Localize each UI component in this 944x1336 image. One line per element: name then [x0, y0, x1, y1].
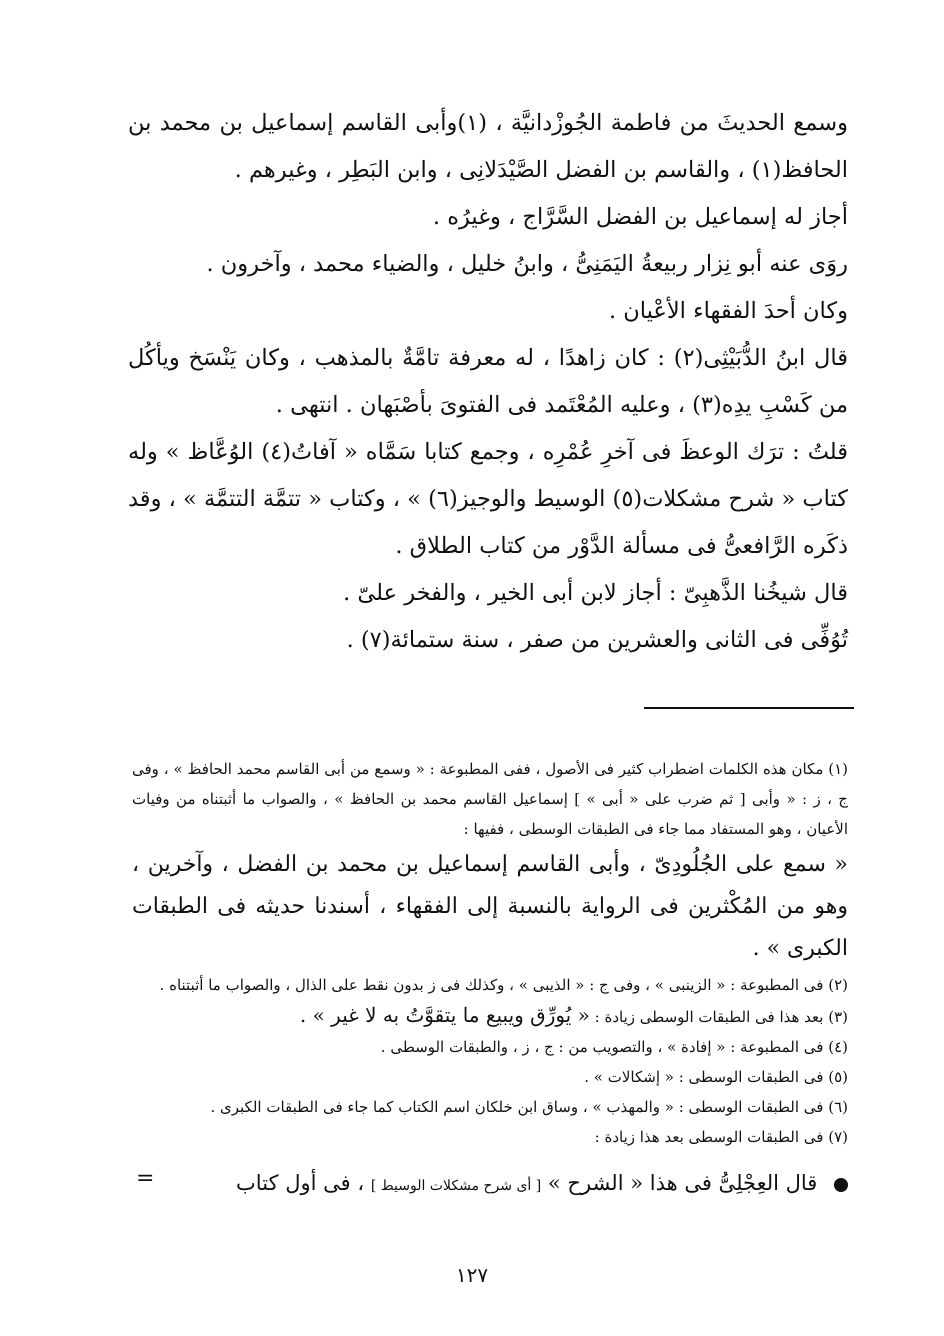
main-text [128, 100, 848, 664]
footnote-3-label: (٣) بعد هذا فى الطبقات الوسطى زيادة : [594, 1008, 848, 1026]
paragraph-2: أجاز له إسماعيل بن الفضل السَّرَّاج ، وغيرُه . [432, 204, 848, 230]
continuation-mark: = [136, 1166, 155, 1191]
page-number: ١٢٧ [455, 1263, 489, 1287]
footnote-2: (٢) فى المطبوعة : « الزينبى » ، وفى ج : « الذيبى » ، وكذلك فى ز بدون نقط على الذال ، والصواب ما أثبتناه . [159, 976, 848, 994]
footnote-7-continuation [132, 1165, 848, 1204]
footnote-1: (١) مكان هذه الكلمات اضطراب كثير فى الأصول ، ففى المطبوعة : « وسمع من أبى القاسم محمد الحافظ » ، وفى ج ، ز : « وأبى [ ثم ضرب على « أبى » ] إسماعيل القاسم محمد بن الحافظ » ، والصواب ما أثبتناه من وفيات الأعيان ، وهو المستفاد مما جاء فى الطبقات الوسطى ، ففيها : [132, 760, 848, 838]
footnote-1-quote: « سمع على الجُلُودِىّ ، وأبى القاسم إسماعيل بن محمد بن الفضل ، وآخرين ، وهو من المُكْثرين فى الرواية بالنسبة إلى الفقهاء ، أسندنا حديثه فى الطبقات الكبرى » . [132, 852, 848, 961]
footnote-separator [644, 707, 854, 709]
footnote-3 [132, 1000, 848, 1032]
footnote-7: (٧) فى الطبقات الوسطى بعد هذا زيادة : [594, 1128, 848, 1146]
paragraph-4: وكان أحدَ الفقهاء الأعْيان . [608, 298, 848, 324]
continuation-text-a: قال العِجْلِىُّ فى هذا « الشرح » [547, 1171, 818, 1195]
bullet-icon [834, 1178, 848, 1192]
footnote-5: (٥) فى الطبقات الوسطى : « إشكالات » . [584, 1068, 848, 1086]
footnote-4: (٤) فى المطبوعة : « إفادة » ، والتصويب من : ج ، ز ، والطبقات الوسطى . [380, 1038, 848, 1056]
paragraph-5: قال ابنُ الدُّبَيْثِى(٢) : كان زاهدًا ، له معرفة تامَّةٌ بالمذهب ، وكان يَنْسَخ ويأكُل من كَسْبِ يدِه(٣) ، وعليه المُعْتَمد فى الفتوىَ بأصْبَهان . انتهى . [128, 345, 848, 418]
continuation-text-b: [ أى شرح مشكلات الوسيط ] [370, 1178, 542, 1194]
footnotes [132, 754, 848, 1152]
paragraph-6: قلتُ : ترَك الوعظَ فى آخرِ عُمْرِه ، وجمع كتابا سَمَّاه « آفاتُ(٤) الوُعَّاظ » وله كتاب « شرح مشكلات(٥) الوسيط والوجيز(٦) » ، وكتاب « تتمَّة التتمَّة » ، وقد ذكَره الرَّافعىُّ فى مسألة الدَّوْر من كتاب الطلاق . [128, 439, 848, 559]
continuation-text-c: ، فى أول كتاب [236, 1171, 365, 1195]
footnote-3-quote: « يُورِّق ويبيع ما يتقوَّتُ به لا غير » . [299, 1003, 590, 1027]
paragraph-3: روَى عنه أبو نِزار ربيعةُ اليَمَنِىُّ ، وابنُ خليل ، والضياء محمد ، وآخرون . [206, 251, 848, 277]
paragraph-1: وسمع الحديثَ من فاطمة الجُوزْدانيَّة ، (١)وأبى القاسم إسماعيل بن محمد بن الحافظ(١) ، والقاسم بن الفضل الصَّيْدَلانِى ، وابن البَطِر ، وغيرهم . [128, 110, 848, 183]
footnote-6: (٦) فى الطبقات الوسطى : « والمهذب » ، وساق ابن خلكان اسم الكتاب كما جاء فى الطبقات الكبرى . [210, 1098, 848, 1116]
paragraph-8: تُوُفِّى فى الثانى والعشرين من صفر ، سنة ستمائة(٧) . [346, 627, 848, 653]
paragraph-7: قال شيخُنا الذَّهبِىّ : أجاز لابن أبى الخير ، والفخر علىّ . [343, 580, 848, 606]
